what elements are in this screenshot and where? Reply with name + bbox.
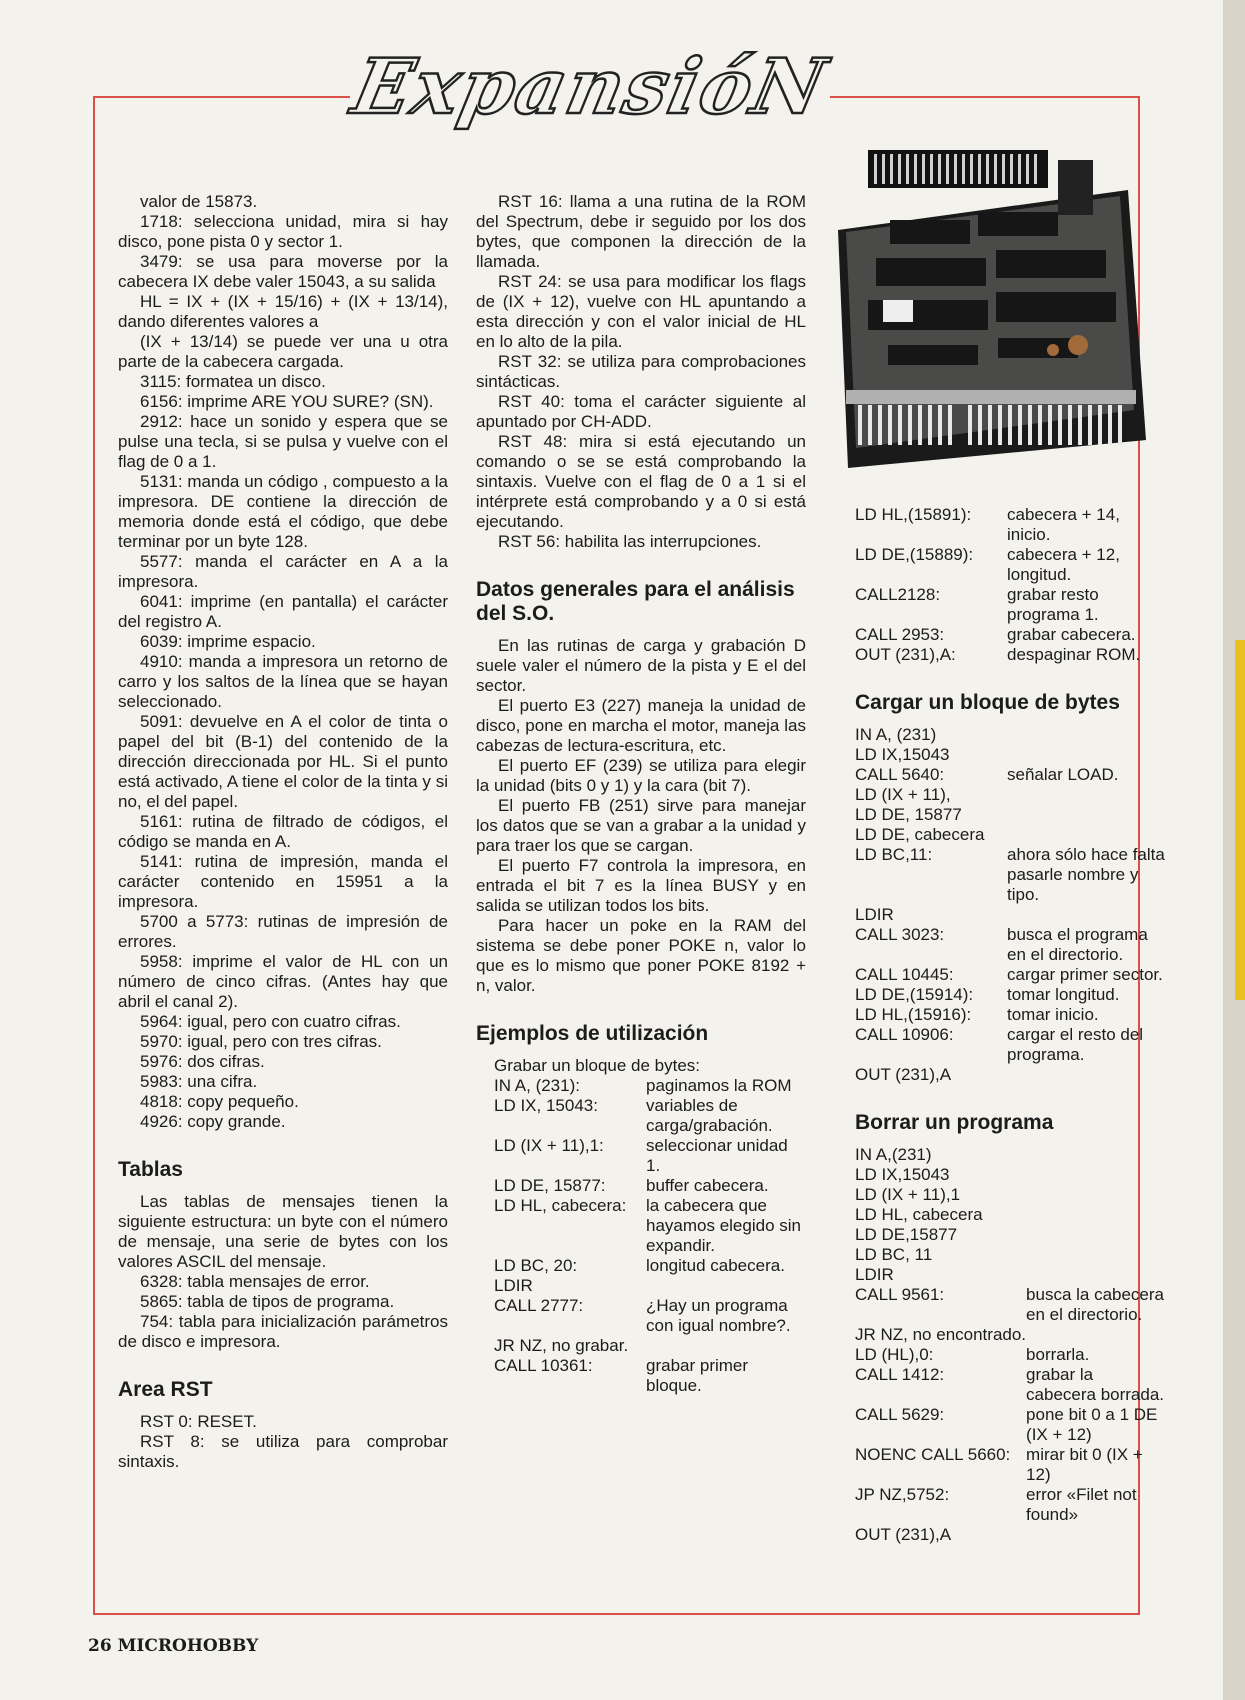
paragraph: En las rutinas de carga y grabación D suele valer el número de la pista y E el del sector. bbox=[476, 636, 806, 695]
code-row bbox=[476, 1336, 806, 1356]
grabar-code-table bbox=[855, 505, 1165, 665]
code-row bbox=[855, 505, 1165, 545]
code-row bbox=[855, 1345, 1165, 1365]
code-row bbox=[855, 785, 1165, 805]
code-row bbox=[855, 745, 1165, 765]
code-row bbox=[855, 645, 1165, 665]
code-comment: error «Filet not found» bbox=[1026, 1485, 1137, 1524]
code-instruction: CALL 2953: bbox=[855, 625, 945, 644]
code-comment: ¿Hay un programa con igual nombre?. bbox=[646, 1296, 791, 1335]
code-instruction: LD IX,15043 bbox=[855, 745, 950, 764]
paragraph: RST 56: habilita las interrupciones. bbox=[498, 532, 762, 551]
code-row bbox=[476, 1136, 806, 1176]
code-comment bbox=[1007, 725, 1165, 745]
code-instruction: CALL 1412: bbox=[855, 1365, 945, 1384]
cargar-heading: Cargar un bloque de bytes bbox=[855, 691, 1120, 714]
code-row bbox=[855, 585, 1165, 625]
cargar-code-table bbox=[855, 725, 1165, 1085]
area-rst-paragraphs bbox=[118, 1412, 448, 1472]
code-row bbox=[855, 1445, 1165, 1485]
code-instruction: JP NZ,5752: bbox=[855, 1485, 950, 1504]
code-instruction: LD BC, 20: bbox=[494, 1256, 578, 1275]
col1-paragraphs bbox=[118, 192, 448, 1132]
code-row bbox=[855, 1185, 1165, 1205]
code-instruction: CALL 3023: bbox=[855, 925, 945, 944]
interface-board-photo bbox=[828, 150, 1146, 475]
paragraph: Para hacer un poke en la RAM del sistema se debe poner POKE n, valor lo que es lo mismo que poner POKE 8192 + n, valor. bbox=[476, 916, 806, 995]
code-comment bbox=[1007, 805, 1165, 825]
paragraph: 4910: manda a impresora un retorno de carro y los saltos de la línea que se hayan seleccionado. bbox=[118, 652, 448, 711]
code-comment bbox=[1026, 1205, 1165, 1225]
code-instruction: LD DE, 15877 bbox=[855, 805, 962, 824]
paragraph: RST 8: se utiliza para comprobar sintaxis. bbox=[118, 1432, 448, 1471]
code-row bbox=[476, 1176, 806, 1196]
paragraph: 6041: imprime (en pantalla) el carácter del registro A. bbox=[118, 592, 448, 631]
code-row bbox=[476, 1356, 806, 1396]
paragraph: RST 40: toma el carácter siguiente al apuntado por CH-ADD. bbox=[476, 392, 806, 431]
code-comment bbox=[1026, 1525, 1165, 1545]
code-instruction: CALL 5640: bbox=[855, 765, 945, 784]
paragraph: 5970: igual, pero con tres cifras. bbox=[140, 1032, 382, 1051]
code-row bbox=[855, 845, 1165, 905]
code-comment: grabar cabecera. bbox=[1007, 625, 1136, 644]
paragraph: 5577: manda el carácter en A a la impresora. bbox=[118, 552, 448, 591]
code-instruction: LD DE, cabecera bbox=[855, 825, 985, 844]
code-comment bbox=[1026, 1145, 1165, 1165]
code-instruction: LD (HL),0: bbox=[855, 1345, 934, 1364]
code-instruction: LDIR bbox=[855, 1265, 894, 1284]
code-instruction: CALL 10906: bbox=[855, 1025, 954, 1044]
paragraph: 6039: imprime espacio. bbox=[140, 632, 316, 651]
paragraph: 4818: copy pequeño. bbox=[140, 1092, 299, 1111]
code-comment bbox=[1007, 785, 1165, 805]
ejemplos-heading: Ejemplos de utilización bbox=[476, 1022, 709, 1045]
code-row bbox=[855, 825, 1165, 845]
code-row bbox=[855, 1065, 1165, 1085]
code-comment bbox=[1026, 1165, 1165, 1185]
code-comment bbox=[1007, 745, 1165, 765]
code-row bbox=[476, 1196, 806, 1256]
next-page-strip bbox=[1235, 640, 1245, 1000]
code-comment: grabar resto programa 1. bbox=[1007, 585, 1099, 624]
code-comment: borrarla. bbox=[1026, 1345, 1090, 1364]
code-instruction: LD (IX + 11),1 bbox=[855, 1185, 961, 1204]
code-comment: cabecera + 12, longitud. bbox=[1007, 545, 1120, 584]
paragraph: 6156: imprime ARE YOU SURE? (SN). bbox=[140, 392, 434, 411]
code-comment bbox=[646, 1276, 806, 1296]
code-comment: longitud cabecera. bbox=[646, 1256, 785, 1275]
code-instruction: LD HL, cabecera bbox=[855, 1205, 983, 1224]
code-instruction: IN A,(231) bbox=[855, 1145, 932, 1164]
code-instruction: LD DE,15877 bbox=[855, 1225, 958, 1244]
paragraph: 5964: igual, pero con cuatro cifras. bbox=[140, 1012, 401, 1031]
paragraph: El puerto F7 controla la impresora, en entrada el bit 7 es la línea BUSY y en salida se utilizan todos los bits. bbox=[476, 856, 806, 915]
paragraph: 2912: hace un sonido y espera que se pulse una tecla, si se pulsa y vuelve con el flag de 0 a 1. bbox=[118, 412, 448, 471]
code-instruction: LD DE, 15877: bbox=[494, 1176, 606, 1195]
code-instruction: LD IX,15043 bbox=[855, 1165, 950, 1184]
code-comment: grabar la cabecera borrada. bbox=[1026, 1365, 1165, 1404]
paragraph: RST 16: llama a una rutina de la ROM del Spectrum, debe ir seguido por los dos bytes, que componen la dirección de la llamada. bbox=[476, 192, 806, 271]
code-instruction: OUT (231),A bbox=[855, 1525, 952, 1544]
datos-heading: Datos generales para el análisis del S.O. bbox=[476, 578, 795, 625]
code-row bbox=[855, 1265, 1165, 1285]
tablas-paragraphs bbox=[118, 1192, 448, 1352]
code-instruction: JR NZ, no grabar. bbox=[494, 1336, 629, 1355]
borrar-code-table bbox=[855, 1145, 1165, 1545]
paragraph: El puerto E3 (227) maneja la unidad de disco, pone en marcha el motor, maneja las cabezas de lectura-escritura, etc. bbox=[476, 696, 806, 755]
code-row bbox=[855, 1285, 1165, 1325]
code-row bbox=[855, 1005, 1165, 1025]
code-instruction: IN A, (231): bbox=[494, 1076, 580, 1095]
code-comment bbox=[1026, 1325, 1165, 1345]
page-footer: 26 MICROHOBBY bbox=[88, 1636, 259, 1656]
code-comment bbox=[1007, 825, 1165, 845]
paragraph: HL = IX + (IX + 15/16) + (IX + 13/14), dando diferentes valores a bbox=[118, 292, 448, 331]
code-row bbox=[855, 905, 1165, 925]
code-comment: tomar longitud. bbox=[1007, 985, 1120, 1004]
code-instruction: LD BC, 11 bbox=[855, 1245, 933, 1264]
code-row bbox=[855, 1165, 1165, 1185]
code-comment: ahora sólo hace falta pasarle nombre y tipo. bbox=[1007, 845, 1165, 904]
code-row bbox=[855, 1485, 1165, 1525]
code-row bbox=[476, 1276, 806, 1296]
code-instruction: LD BC,11: bbox=[855, 845, 933, 864]
code-comment: señalar LOAD. bbox=[1007, 765, 1119, 784]
code-row bbox=[855, 1205, 1165, 1225]
code-comment: paginamos la ROM bbox=[646, 1076, 792, 1095]
paragraph: 5983: una cifra. bbox=[140, 1072, 258, 1091]
paragraph: 5141: rutina de impresión, manda el carácter contenido en 15951 a la impresora. bbox=[118, 852, 448, 911]
paragraph: RST 48: mira si está ejecutando un comando o se se está comprobando la sintaxis. Vuelve con el flag de 0 a 1 si el intérprete está comprobando y a 0 si está ejecutando. bbox=[476, 432, 806, 531]
borrar-heading: Borrar un programa bbox=[855, 1111, 1054, 1134]
code-comment: mirar bit 0 (IX + 12) bbox=[1026, 1445, 1143, 1484]
code-comment: variables de carga/grabación. bbox=[646, 1096, 773, 1135]
code-row bbox=[855, 1245, 1165, 1265]
paragraph: Las tablas de mensajes tienen la siguiente estructura: un byte con el número de mensaje, una serie de bytes con los valores ASCIL del mensaje. bbox=[118, 1192, 448, 1271]
code-row bbox=[855, 1145, 1165, 1165]
code-row bbox=[855, 625, 1165, 645]
code-comment: buffer cabecera. bbox=[646, 1176, 769, 1195]
code-row bbox=[476, 1296, 806, 1336]
section-title: ExpansióN bbox=[345, 42, 835, 131]
title-area bbox=[345, 38, 835, 158]
code-comment: cabecera + 14, inicio. bbox=[1007, 505, 1120, 544]
ejemplos-intro: Grabar un bloque de bytes: bbox=[494, 1056, 701, 1075]
code-instruction: LD DE,(15889): bbox=[855, 545, 974, 564]
code-comment bbox=[646, 1336, 806, 1356]
code-instruction: LD DE,(15914): bbox=[855, 985, 974, 1004]
paragraph: 6328: tabla mensajes de error. bbox=[140, 1272, 370, 1291]
code-row bbox=[855, 725, 1165, 745]
code-instruction: JR NZ, no encontrado. bbox=[855, 1325, 1027, 1344]
code-row bbox=[855, 545, 1165, 585]
col2-paragraphs bbox=[476, 192, 806, 552]
paragraph: El puerto FB (251) sirve para manejar los datos que se van a grabar a la unidad y para traer los que se cargan. bbox=[476, 796, 806, 855]
code-row bbox=[855, 1225, 1165, 1245]
code-row bbox=[855, 1525, 1165, 1545]
code-comment bbox=[1026, 1245, 1165, 1265]
code-instruction: CALL 2777: bbox=[494, 1296, 584, 1315]
code-comment: cargar el resto del programa. bbox=[1007, 1025, 1144, 1064]
paragraph: valor de 15873. bbox=[140, 192, 258, 211]
paragraph: El puerto EF (239) se utiliza para elegir la unidad (bits 0 y 1) y la cara (bit 7). bbox=[476, 756, 806, 795]
column-2 bbox=[476, 192, 806, 1396]
column-3 bbox=[855, 505, 1165, 1545]
paragraph: 5958: imprime el valor de HL con un número de cinco cifras. (Antes hay que abril el canal 2). bbox=[118, 952, 448, 1011]
code-comment: busca la cabecera en el directorio. bbox=[1026, 1285, 1165, 1324]
code-instruction: OUT (231),A bbox=[855, 1065, 952, 1084]
code-comment: seleccionar unidad 1. bbox=[646, 1136, 788, 1175]
code-comment: la cabecera que hayamos elegido sin expandir. bbox=[646, 1196, 801, 1255]
paragraph: 5131: manda un código , compuesto a la impresora. DE contiene la dirección de memoria donde está el código, que debe terminar por un byte 128. bbox=[118, 472, 448, 551]
tablas-heading: Tablas bbox=[118, 1158, 183, 1181]
code-instruction: LD (IX + 11),1: bbox=[494, 1136, 604, 1155]
code-comment: despaginar ROM. bbox=[1007, 645, 1141, 664]
code-instruction: CALL 10361: bbox=[494, 1356, 593, 1375]
code-row bbox=[855, 965, 1165, 985]
paragraph: RST 32: se utiliza para comprobaciones sintácticas. bbox=[476, 352, 806, 391]
paragraph: 4926: copy grande. bbox=[140, 1112, 286, 1131]
paragraph: 5161: rutina de filtrado de códigos, el código se manda en A. bbox=[118, 812, 448, 851]
code-instruction: LDIR bbox=[855, 905, 894, 924]
code-instruction: LD HL,(15891): bbox=[855, 505, 972, 524]
code-comment bbox=[1026, 1265, 1165, 1285]
code-comment: busca el programa en el directorio. bbox=[1007, 925, 1148, 964]
code-row bbox=[855, 765, 1165, 785]
code-comment: cargar primer sector. bbox=[1007, 965, 1163, 984]
code-comment bbox=[1007, 905, 1165, 925]
code-comment: grabar primer bloque. bbox=[646, 1356, 749, 1395]
code-comment bbox=[1026, 1185, 1165, 1205]
code-row bbox=[855, 805, 1165, 825]
code-instruction: NOENC CALL 5660: bbox=[855, 1445, 1011, 1464]
code-row bbox=[855, 1405, 1165, 1445]
code-instruction: LD IX, 15043: bbox=[494, 1096, 598, 1115]
code-instruction: IN A, (231) bbox=[855, 725, 937, 744]
code-instruction: OUT (231),A: bbox=[855, 645, 956, 664]
code-comment: tomar inicio. bbox=[1007, 1005, 1099, 1024]
code-instruction: CALL 5629: bbox=[855, 1405, 945, 1424]
paragraph: (IX + 13/14) se puede ver una u otra parte de la cabecera cargada. bbox=[118, 332, 448, 371]
paragraph: RST 24: se usa para modificar los flags de (IX + 12), vuelve con HL apuntando a esta dirección y con el valor inicial de HL en lo alto de la pila. bbox=[476, 272, 806, 351]
paragraph: 754: tabla para inicialización parámetros de disco e impresora. bbox=[118, 1312, 448, 1351]
ejemplos-block bbox=[476, 1056, 806, 1396]
column-1 bbox=[118, 192, 448, 1472]
area-rst-heading: Area RST bbox=[118, 1378, 213, 1401]
code-row bbox=[855, 1025, 1165, 1065]
code-comment bbox=[1026, 1225, 1165, 1245]
paragraph: 5091: devuelve en A el color de tinta o papel del bit (B-1) del contenido de la dirección direccionada por HL. Si el punto está activado, A tiene el color de la tinta y si no, el del papel. bbox=[118, 712, 448, 811]
code-instruction: LD HL,(15916): bbox=[855, 1005, 972, 1024]
code-row bbox=[476, 1096, 806, 1136]
paragraph: 3115: formatea un disco. bbox=[140, 372, 326, 391]
code-instruction: CALL2128: bbox=[855, 585, 941, 604]
paragraph: RST 0: RESET. bbox=[140, 1412, 257, 1431]
paragraph: 3479: se usa para moverse por la cabecera IX debe valer 15043, a su salida bbox=[118, 252, 448, 291]
code-instruction: LDIR bbox=[494, 1276, 533, 1295]
code-comment: pone bit 0 a 1 DE (IX + 12) bbox=[1026, 1405, 1158, 1444]
code-instruction: LD HL, cabecera: bbox=[494, 1196, 627, 1215]
paragraph: 5976: dos cifras. bbox=[140, 1052, 265, 1071]
code-comment bbox=[1007, 1065, 1165, 1085]
code-row bbox=[855, 1325, 1165, 1345]
code-row bbox=[855, 925, 1165, 965]
code-row bbox=[476, 1256, 806, 1276]
paragraph: 1718: selecciona unidad, mira si hay disco, pone pista 0 y sector 1. bbox=[118, 212, 448, 251]
datos-paragraphs bbox=[476, 636, 806, 996]
code-row bbox=[855, 985, 1165, 1005]
code-row bbox=[476, 1076, 806, 1096]
code-instruction: CALL 10445: bbox=[855, 965, 954, 984]
code-instruction: LD (IX + 11), bbox=[855, 785, 951, 804]
code-row bbox=[855, 1365, 1165, 1405]
paragraph: 5865: tabla de tipos de programa. bbox=[140, 1292, 395, 1311]
paragraph: 5700 a 5773: rutinas de impresión de errores. bbox=[118, 912, 448, 951]
code-instruction: CALL 9561: bbox=[855, 1285, 945, 1304]
ejemplos-code-table bbox=[476, 1076, 806, 1396]
